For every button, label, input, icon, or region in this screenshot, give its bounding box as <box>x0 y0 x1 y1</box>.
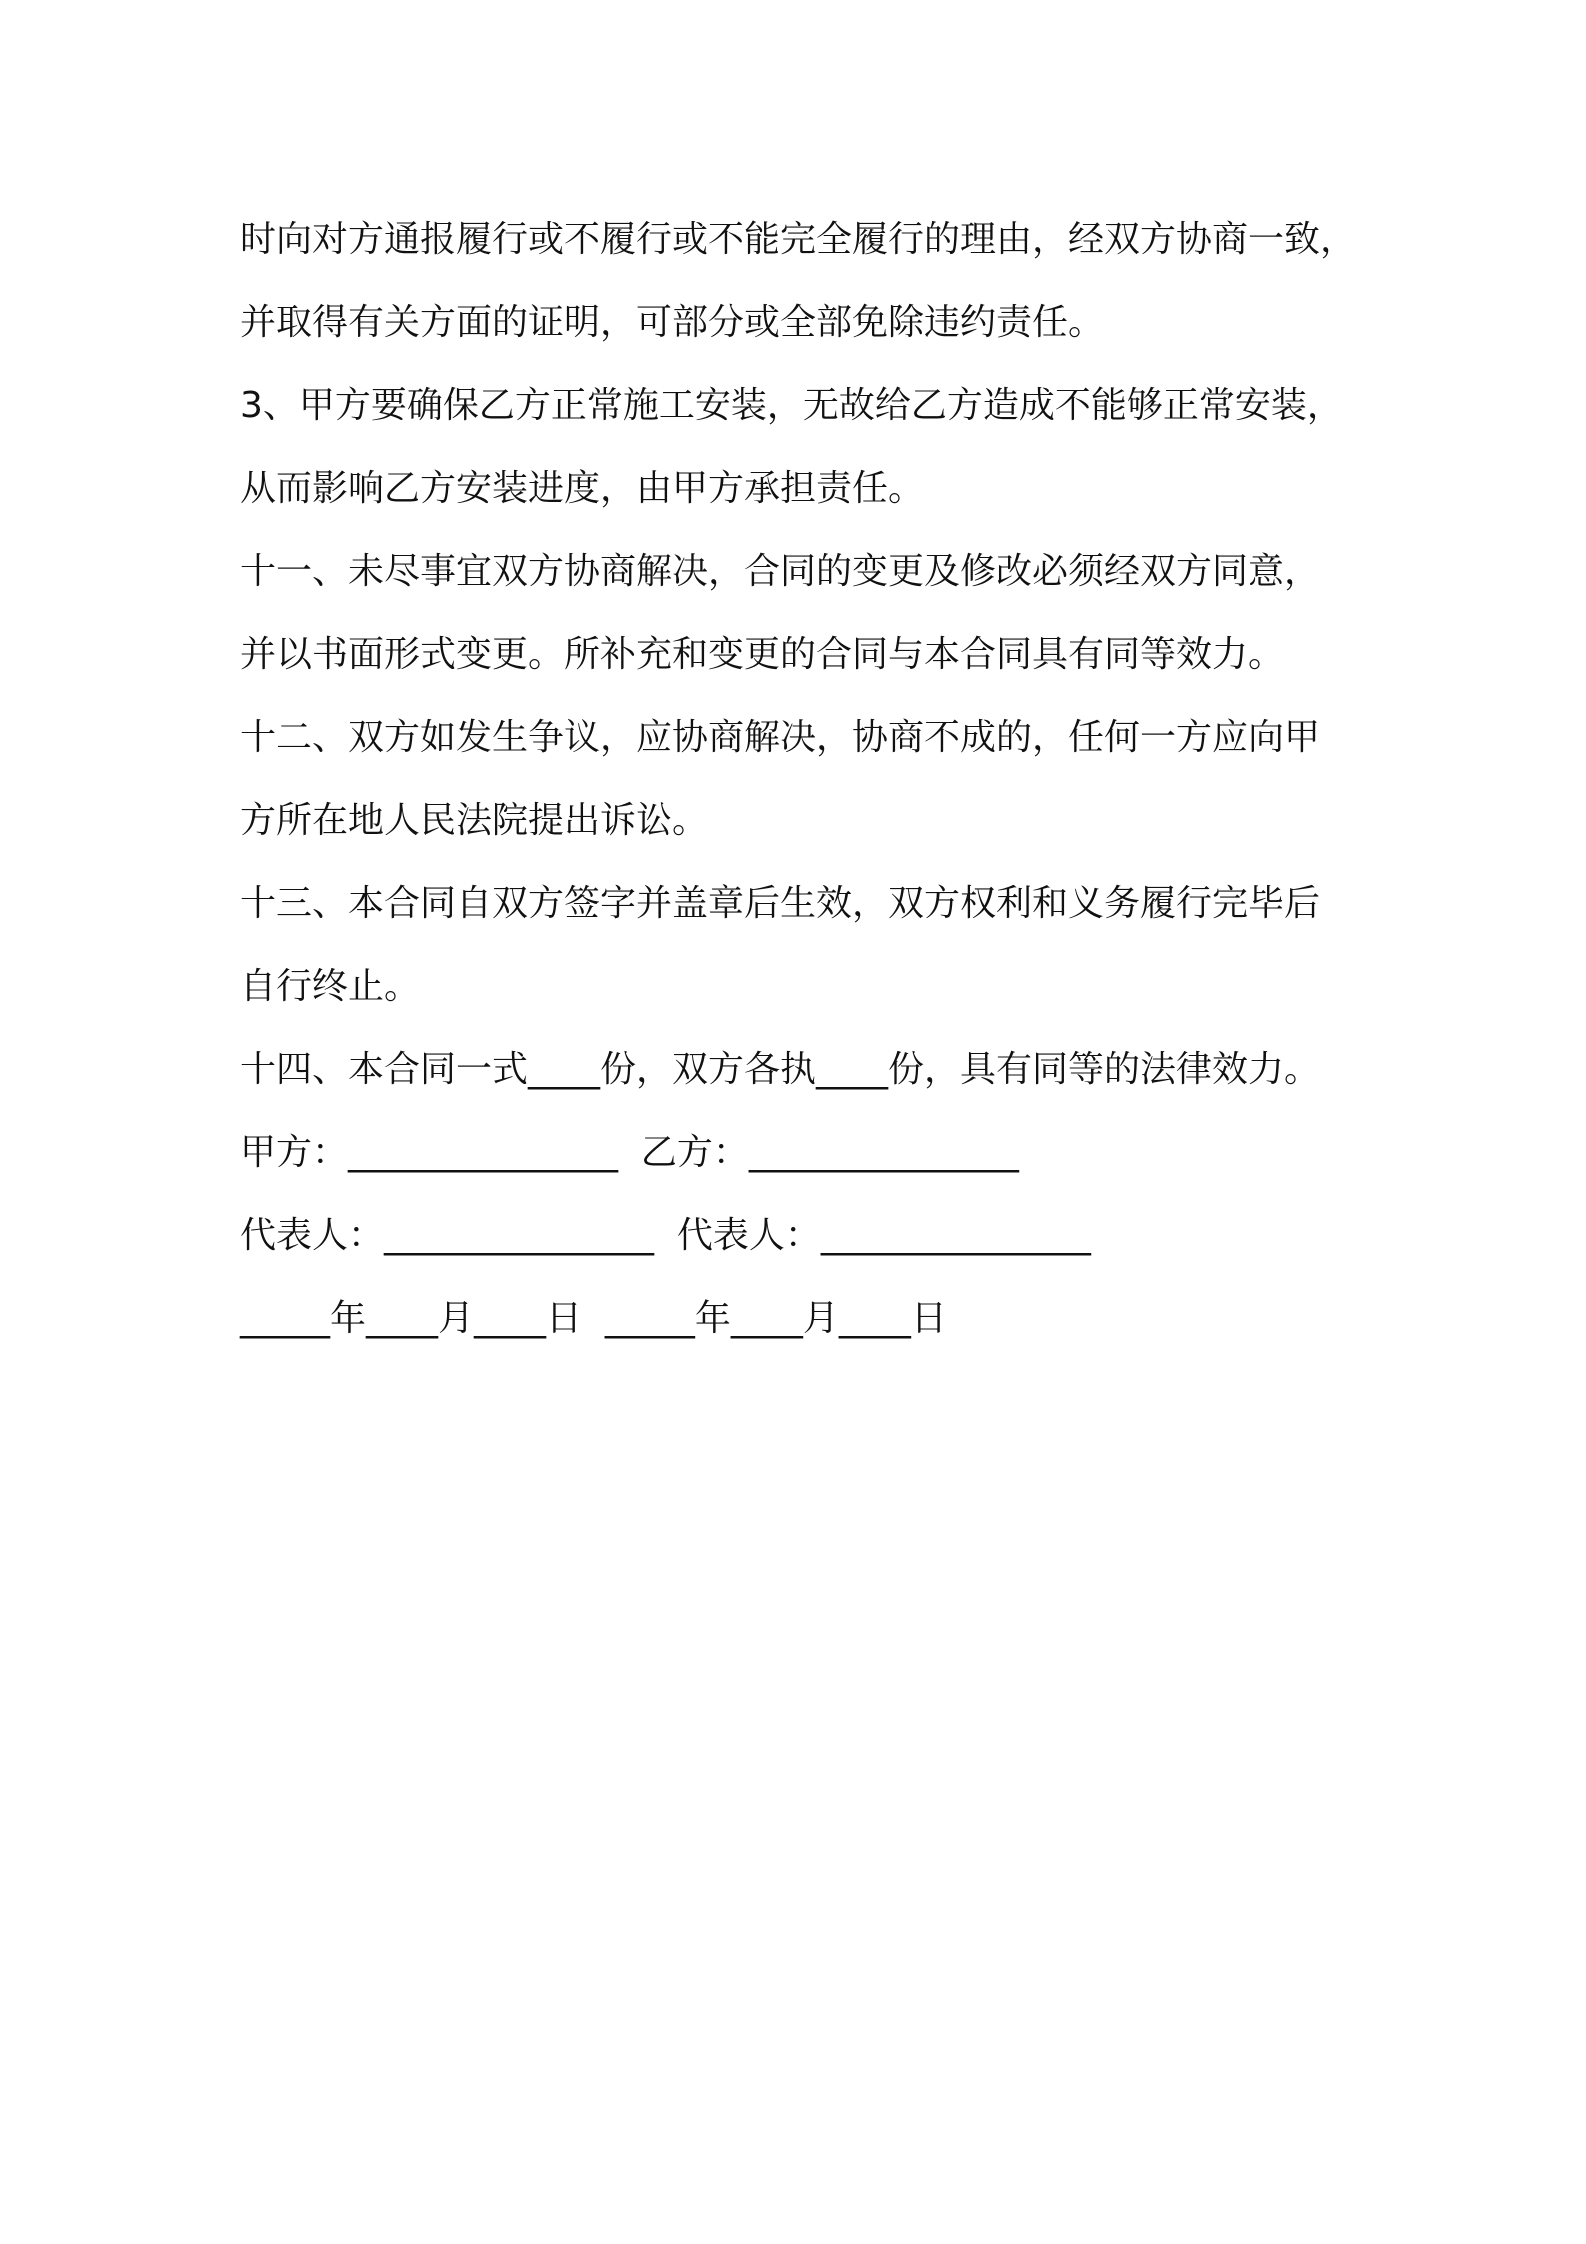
paragraph-line: 并以书面形式变更。所补充和变更的合同与本合同具有同等效力。 <box>240 634 1285 675</box>
paragraph-line: 十三、本合同自双方签字并盖章后生效，双方权利和义务履行完毕后 <box>240 883 1321 924</box>
paragraph-line: 十一、未尽事宜双方协商解决，合同的变更及修改必须经双方同意， <box>240 551 1321 592</box>
paragraph-line: 十二、双方如发生争议，应协商解决，协商不成的，任何一方应向甲 <box>240 717 1321 758</box>
paragraph-line: 从而影响乙方安装进度，由甲方承担责任。 <box>240 468 925 509</box>
signature-date-line: _____年____月____日 _____年____月____日 <box>240 1298 947 1339</box>
paragraph-line: 方所在地人民法院提出诉讼。 <box>240 800 709 841</box>
document-body <box>240 198 1380 1360</box>
paragraph-line: 自行终止。 <box>240 966 421 1007</box>
signature-parties-line: 甲方：_______________ 乙方：_______________ <box>240 1132 1019 1173</box>
paragraph-line: 3、甲方要确保乙方正常施工安装，无故给乙方造成不能够正常安装， <box>240 385 1343 426</box>
paragraph-line: 并取得有关方面的证明，可部分或全部免除违约责任。 <box>240 302 1105 343</box>
paragraph-line: 时向对方通报履行或不履行或不能完全履行的理由，经双方协商一致， <box>240 219 1357 260</box>
signature-representatives-line: 代表人：_______________ 代表人：_______________ <box>240 1215 1091 1256</box>
paragraph-line: 十四、本合同一式____份，双方各执____份，具有同等的法律效力。 <box>240 1049 1321 1090</box>
